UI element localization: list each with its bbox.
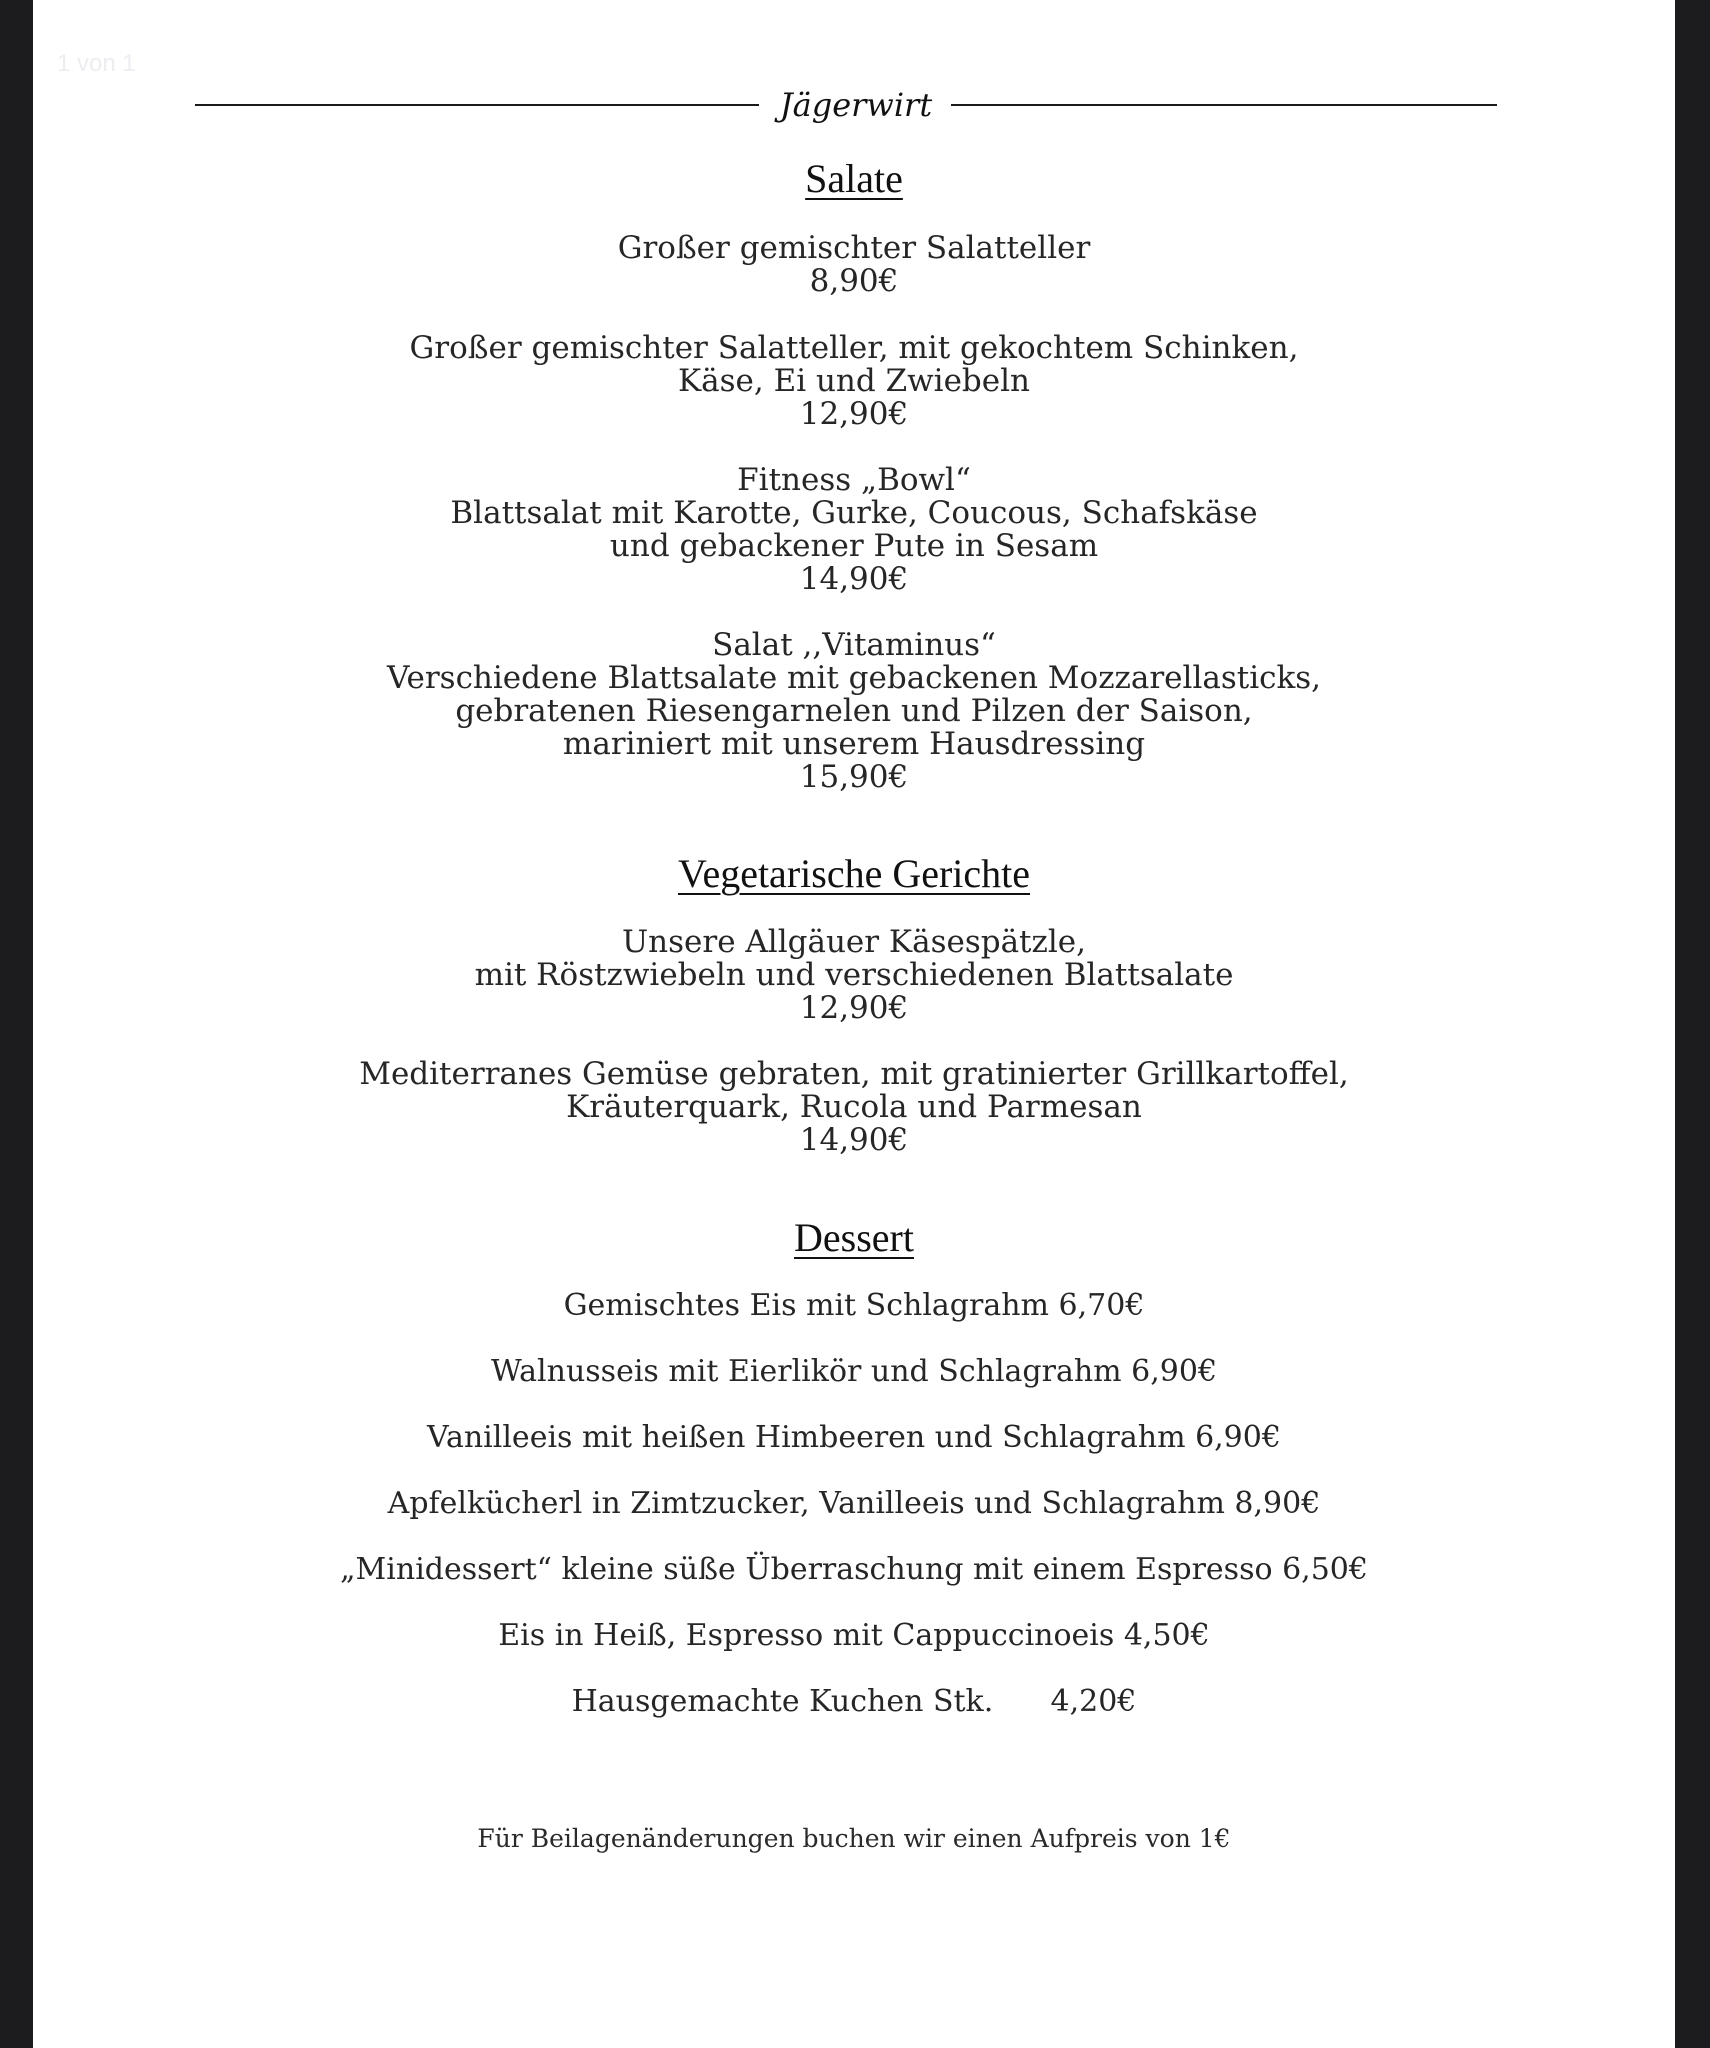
dessert-item: Eis in Heiß, Espresso mit Cappuccinoeis 4,50€ — [498, 1618, 1210, 1653]
menu-item — [33, 464, 1675, 596]
dessert-item: Walnusseis mit Eierlikör und Schlagrahm 6,90€ — [490, 1354, 1218, 1389]
menu-page — [33, 0, 1675, 2048]
item-price: 14,90€ — [799, 561, 909, 597]
item-line: Blattsalat mit Karotte, Gurke, Coucous, Schafskäse — [450, 495, 1258, 531]
item-line: mit Röstzwiebeln und verschiedenen Blattsalate — [474, 957, 1234, 993]
dessert-item: Vanilleeis mit heißen Himbeeren und Schlagrahm 6,90€ — [427, 1420, 1281, 1455]
item-line: Käse, Ei und Zwiebeln — [677, 363, 1031, 399]
item-line: Fitness „Bowl“ — [737, 462, 971, 498]
item-line: Unsere Allgäuer Käsespätzle, — [622, 924, 1086, 960]
menu-item — [33, 926, 1675, 1025]
item-line: Großer gemischter Salatteller, mit gekochtem Schinken, — [409, 330, 1299, 366]
page-indicator: 1 von 1 — [57, 50, 136, 77]
item-line: Salat ,,Vitaminus“ — [712, 627, 996, 663]
item-price: 15,90€ — [799, 759, 909, 795]
item-price: 14,90€ — [799, 1122, 909, 1158]
item-line: gebratenen Riesengarnelen und Pilzen der Saison, — [455, 693, 1253, 729]
dessert-item: Apfelkücherl in Zimtzucker, Vanilleeis und Schlagrahm 8,90€ — [387, 1486, 1321, 1521]
item-line: Großer gemischter Salatteller — [617, 230, 1091, 266]
dessert-item: Hausgemachte Kuchen Stk. 4,20€ — [571, 1684, 1137, 1719]
section-title-salate: Salate — [805, 156, 903, 201]
header-rule-right — [951, 104, 1497, 106]
menu-item — [33, 1058, 1675, 1157]
item-line: Kräuterquark, Rucola und Parmesan — [566, 1089, 1142, 1125]
item-price: 12,90€ — [799, 396, 909, 432]
menu-item — [33, 332, 1675, 431]
dessert-item: „Minidessert“ kleine süße Überraschung mit einem Espresso 6,50€ — [340, 1552, 1368, 1587]
svg-text:Jägerwirt: Jägerwirt — [779, 86, 933, 124]
item-line: Mediterranes Gemüse gebraten, mit gratinierter Grillkartoffel, — [359, 1056, 1349, 1092]
dessert-item: Gemischtes Eis mit Schlagrahm 6,70€ — [563, 1288, 1145, 1323]
menu-header — [195, 76, 1497, 136]
item-line: Verschiedene Blattsalate mit gebackenen Mozzarellasticks, — [386, 660, 1322, 696]
menu-item — [33, 629, 1675, 794]
section-title-vegetarische-gerichte: Vegetarische Gerichte — [677, 851, 1031, 896]
item-price: 12,90€ — [799, 990, 909, 1026]
item-line: und gebackener Pute in Sesam — [609, 528, 1099, 564]
item-line: mariniert mit unserem Hausdressing — [562, 726, 1146, 762]
header-rule-left — [195, 104, 759, 106]
footnote: Für Beilagenänderungen buchen wir einen Aufpreis von 1€ — [477, 1824, 1231, 1853]
item-price: 8,90€ — [809, 263, 899, 299]
menu-item — [33, 232, 1675, 298]
section-title-dessert: Dessert — [794, 1215, 914, 1260]
jaegerwirt-logo — [771, 76, 941, 136]
